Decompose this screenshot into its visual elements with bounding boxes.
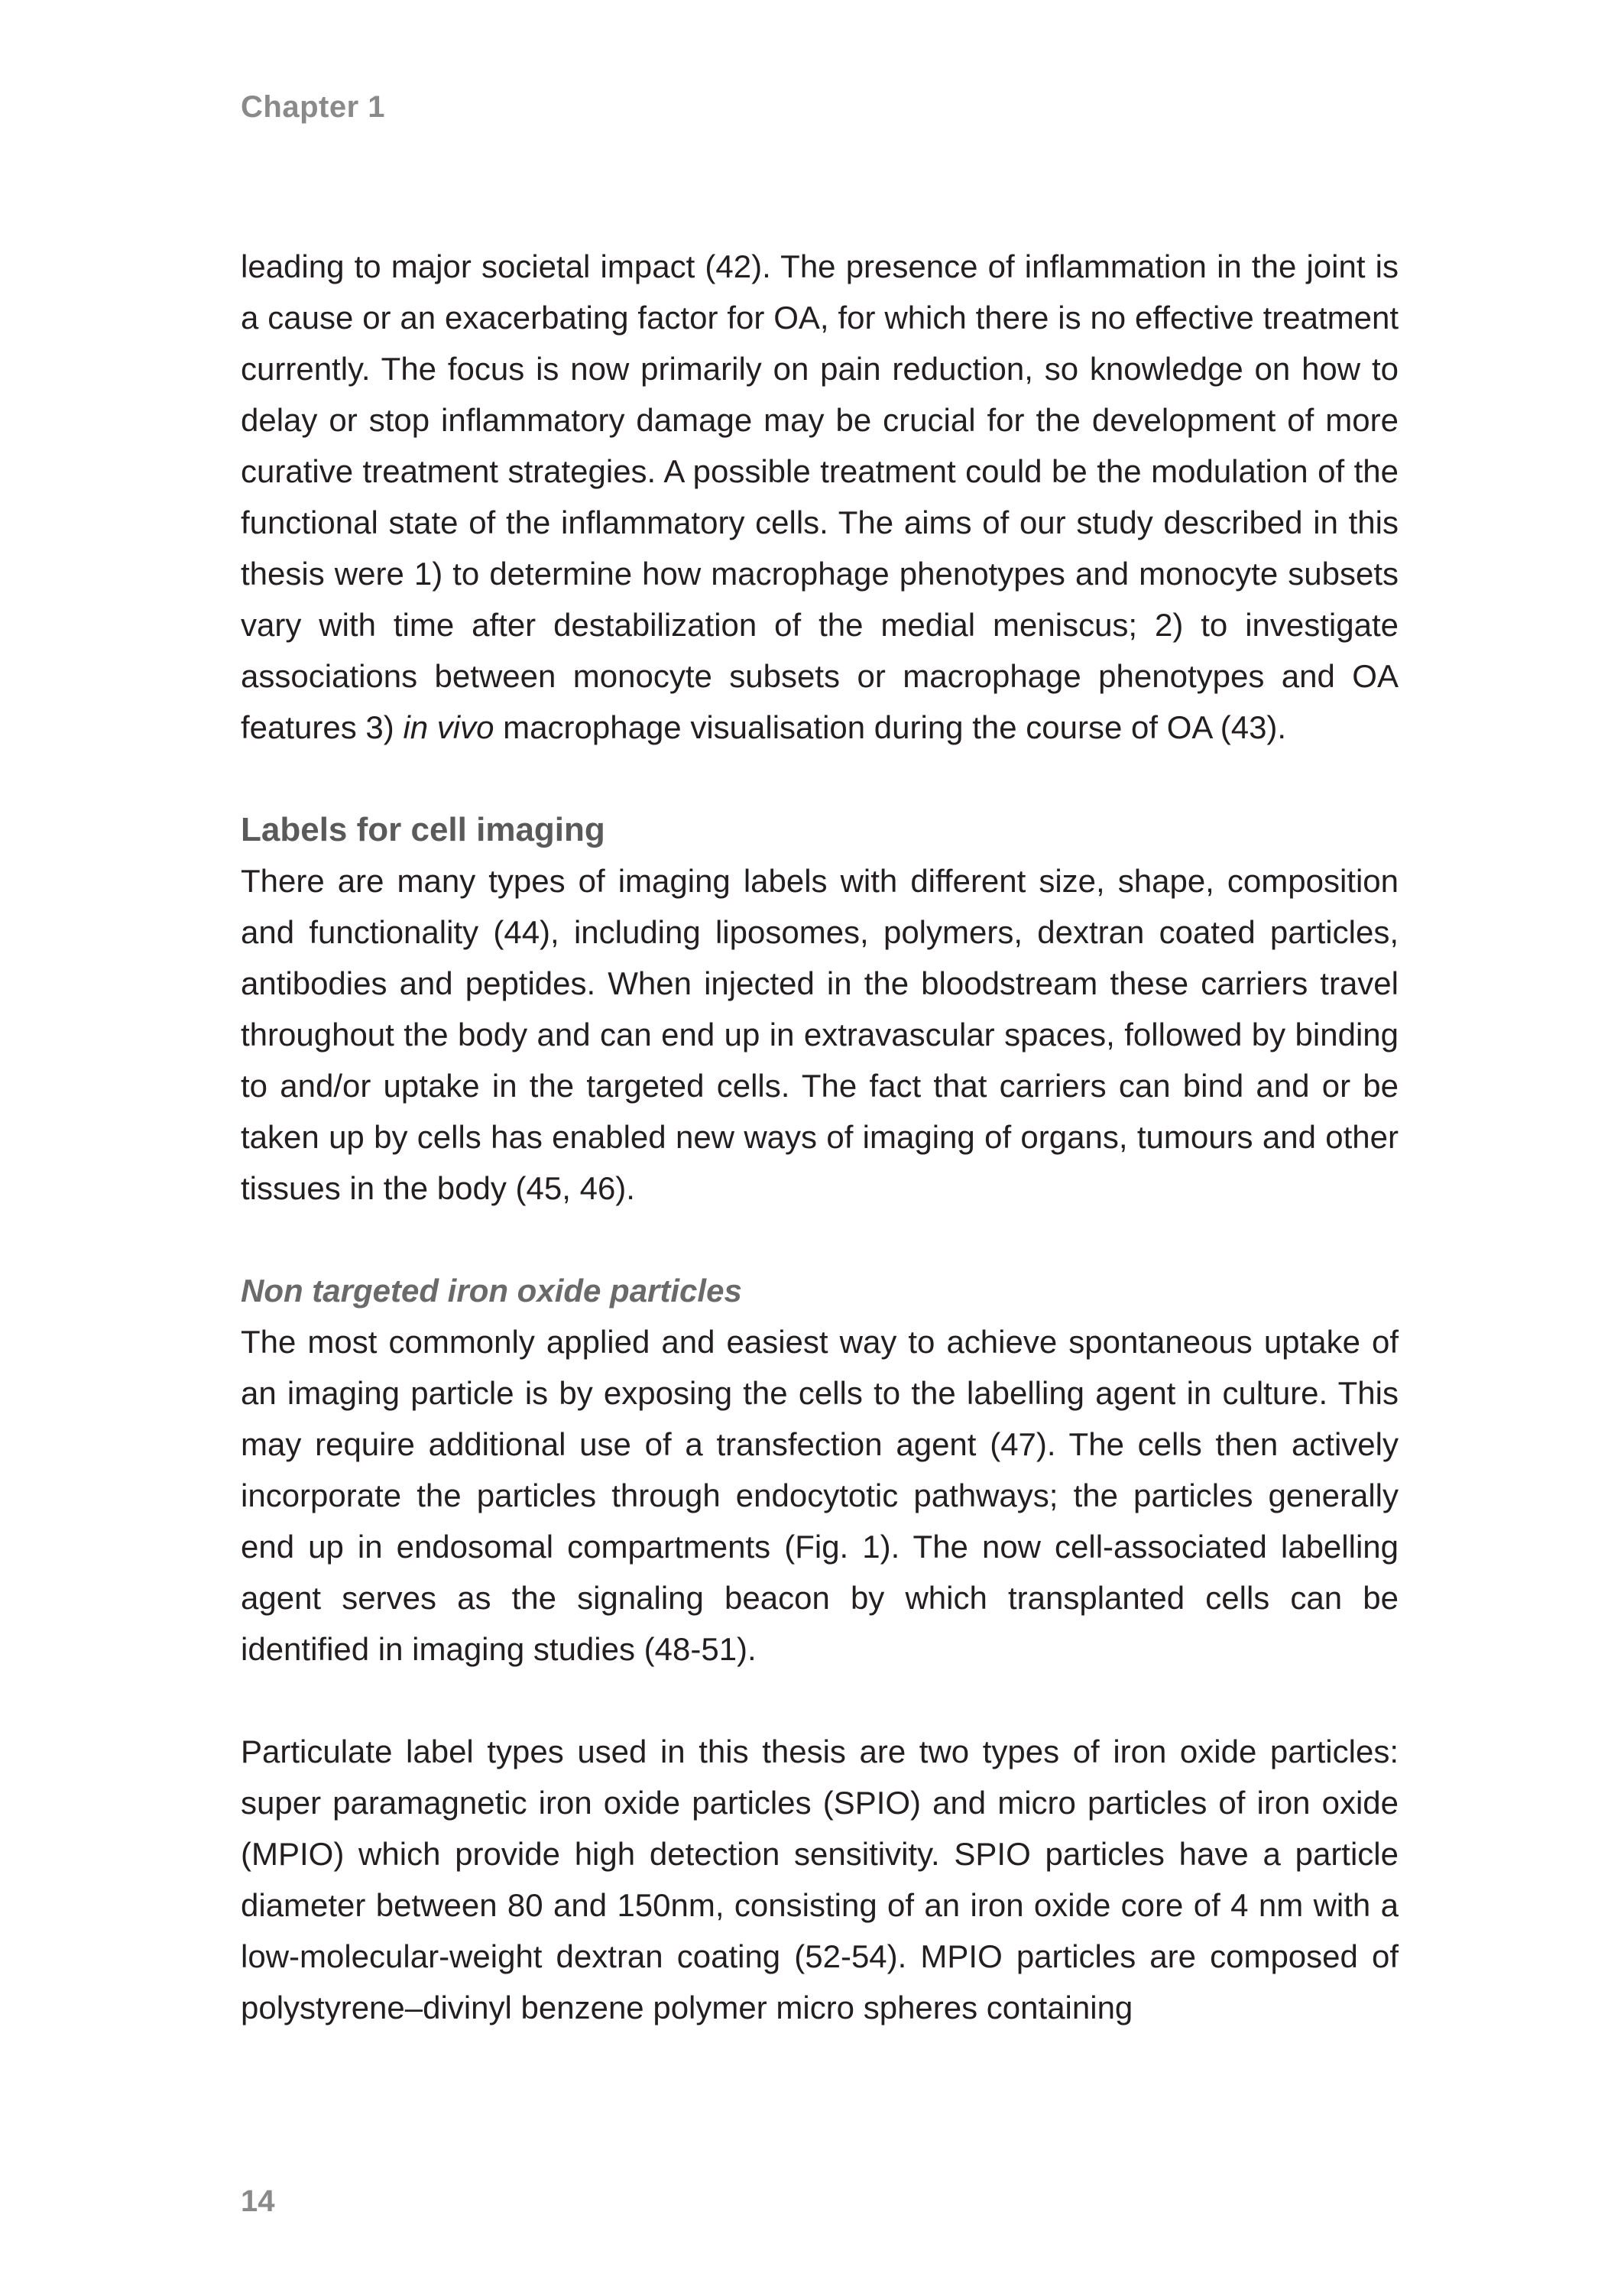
paragraph-intro-text-end: macrophage visualisation during the course of OA (43). [494,709,1287,745]
section-heading-labels-for-cell-imaging: Labels for cell imaging [241,811,605,848]
paragraph-particulate-label-types: Particulate label types used in this thesis are two types of iron oxide particles: super paramagnetic iron oxide particles (SPIO) and micro particles of iron oxide (MPIO) which provide high detection sensitivity. SPIO particles have a particle diameter between 80 and 150nm, consisting of an iron oxide core of 4 nm with a low-molecular-weight dextran coating (52-54). MPIO particles are composed of polystyrene–divinyl benzene polymer micro spheres containing [241,1734,1399,2025]
subsection-heading-non-targeted-iron-oxide: Non targeted iron oxide particles [241,1273,742,1309]
running-head: Chapter 1 [241,90,385,124]
body-text [241,241,1399,2033]
page-number: 14 [241,2184,275,2218]
paragraph-spontaneous-uptake: The most commonly applied and easiest way to achieve spontaneous uptake of an imaging particle is by exposing the cells to the labelling agent in culture. This may require additional use of a transfection agent (47). The cells then actively incorporate the particles through endocytotic pathways; the particles generally end up in endosomal compartments (Fig. 1). The now cell-associated labelling agent serves as the signaling beacon by which transplanted cells can be identified in imaging studies (48-51). [241,1324,1399,1667]
paragraph-intro-text: leading to major societal impact (42). The presence of inflammation in the joint is a cause or an exacerbating factor for OA, for which there is no effective treatment currently. The focus is now primarily on pain reduction, so knowledge on how to delay or stop inflammatory damage may be crucial for the development of more curative treatment strategies. A possible treatment could be the modulation of the functional state of the inflammatory cells. The aims of our study described in this thesis were 1) to determine how macrophage phenotypes and monocyte subsets vary with time after destabilization of the medial meniscus; 2) to investigate associations between monocyte subsets or macrophage phenotypes and OA features 3) [241,248,1399,745]
in-vivo-emphasis: in vivo [403,709,494,745]
paragraph-intro-continuation [241,241,1399,753]
paragraph-imaging-labels: There are many types of imaging labels with different size, shape, composition and functionality (44), including liposomes, polymers, dextran coated particles, antibodies and peptides. When injected in the bloodstream these carriers travel throughout the body and can end up in extravascular spaces, followed by binding to and/or uptake in the targeted cells. The fact that carriers can bind and or be taken up by cells has enabled new ways of imaging of organs, tumours and other tissues in the body (45, 46). [241,863,1399,1206]
